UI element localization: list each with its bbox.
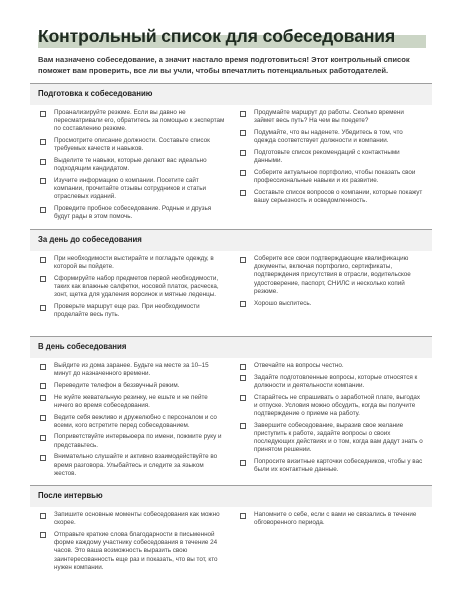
checklist-item[interactable]	[238, 362, 424, 370]
checklist-item[interactable]	[38, 205, 226, 221]
checkbox-icon[interactable]	[240, 150, 246, 156]
checkbox-icon[interactable]	[40, 257, 46, 263]
checklist-item-text: Завершите собеседование, выразив свое желание приступить к работе, задайте вопросы о своих последующих действиях и о том, когда вам дадут знать о принятом решении.	[254, 421, 423, 454]
checklist-item[interactable]	[38, 255, 226, 271]
checklist-item[interactable]	[38, 531, 226, 572]
checkbox-icon[interactable]	[240, 257, 246, 263]
checklist-item[interactable]	[38, 382, 226, 390]
checkbox-icon[interactable]	[40, 276, 46, 282]
checklist-column-right	[238, 109, 424, 209]
checklist-item[interactable]	[38, 394, 226, 410]
checklist-item[interactable]	[238, 300, 424, 308]
checklist-item-text: Поприветствуйте интервьюера по имени, пожмите руку и представьтесь.	[54, 433, 222, 449]
checklist-item[interactable]	[38, 275, 226, 300]
checklist-item-text: Ведите себя вежливо и дружелюбно с персоналом и со всеми, кого встретите перед собеседованием.	[54, 413, 217, 429]
checklist-item-text: При необходимости выстирайте и погладьте одежду, в которой вы пойдете.	[54, 255, 214, 271]
checklist-item[interactable]	[38, 414, 226, 430]
checklist-item-text: Переведите телефон в беззвучный режим.	[54, 381, 180, 389]
checklist-column-left	[38, 255, 226, 323]
checklist-item-text: Внимательно слушайте и активно взаимодействуйте во время разговора. Улыбайтесь и следите за языком жестов.	[54, 453, 218, 477]
checklist-column-right	[238, 362, 424, 478]
checklist-item[interactable]	[238, 374, 424, 390]
checkbox-icon[interactable]	[240, 190, 246, 196]
checklist-item-text: Задайте подготовленные вопросы, которые относятся к должности и деятельности компании.	[254, 373, 418, 389]
checklist-item-text: Соберите все свои подтверждающие квалификацию документы, включая портфолио, сертификаты, подтверждения присутствия в отрасли, водительское удостоверение, паспорт, СНИЛС и несколько копий резюме.	[254, 255, 411, 295]
checklist-item-text: Изучите информацию о компании. Посетите сайт компании, прочитайте отзывы сотрудников и статьи отраслевых изданий.	[54, 176, 207, 201]
checklist-item-text: Выделите те навыки, которые делают вас идеально подходящим кандидатом.	[54, 157, 207, 173]
checklist-column-left	[38, 511, 226, 575]
checkbox-icon[interactable]	[240, 170, 246, 176]
checklist-item[interactable]	[238, 109, 424, 125]
section-heading: После интервью	[38, 491, 103, 500]
checkbox-icon[interactable]	[40, 111, 46, 117]
checklist-item-text: Напомните о себе, если с вами не связались в течение обговоренного периода.	[254, 511, 417, 527]
checklist-item[interactable]	[238, 511, 424, 527]
page-title: Контрольный список для собеседования	[38, 26, 396, 46]
checklist-item[interactable]	[38, 109, 226, 134]
checklist-item-text: Проанализируйте резюме. Если вы давно не пересматривали его, обратитесь за помощью к экспертам по составлению резюме.	[54, 109, 225, 133]
checklist-item-text: Сформируйте набор предметов первой необходимости, таких как влажные салфетки, носовой платок, расческа, зонт, щетка для удаления ворсинок и мятные леденцы.	[54, 274, 219, 299]
checklist-item-text: Запишите основные моменты собеседования как можно скорее.	[54, 511, 220, 527]
checklist-item-text: Старайтесь не спрашивать о заработной плате, выгодах и отпуске. Условия можно обсудить, когда вы получите подтверждение о приеме на работу.	[254, 393, 421, 418]
checklist-item[interactable]	[38, 511, 226, 527]
checklist-item-text: Отправьте краткие слова благодарности в письменной форме каждому участнику собеседования в течение 24 часов. Это ваша возможность выразить свою заинтересованность еще раз и показать, что вы тот, кто нужен компании.	[54, 530, 218, 571]
checklist-item-text: Соберите актуальное портфолио, чтобы показать свои профессиональные навыки и их развитие.	[254, 168, 416, 184]
checkbox-icon[interactable]	[40, 513, 46, 519]
checkbox-icon[interactable]	[40, 383, 46, 389]
section-heading: Подготовка к собеседованию	[38, 89, 153, 98]
checklist-column-right	[238, 511, 424, 531]
checkbox-icon[interactable]	[40, 139, 46, 145]
checkbox-icon[interactable]	[40, 305, 46, 311]
checkbox-icon[interactable]	[240, 395, 246, 401]
checklist-item[interactable]	[238, 394, 424, 419]
title-block	[38, 26, 428, 50]
checkbox-icon[interactable]	[40, 178, 46, 184]
checkbox-icon[interactable]	[40, 159, 46, 165]
checklist-column-right	[238, 255, 424, 311]
checklist-item-text: Хорошо выспитесь.	[254, 299, 312, 307]
checkbox-icon[interactable]	[40, 395, 46, 401]
checklist-item-text: Продумайте маршрут до работы. Сколько времени займет весь путь? На чем вы поедете?	[254, 109, 404, 125]
checkbox-icon[interactable]	[40, 415, 46, 421]
checklist-item[interactable]	[38, 303, 226, 319]
checklist-item[interactable]	[38, 137, 226, 153]
checklist-column-left	[38, 362, 226, 481]
checklist-item-text: Подготовьте список рекомендаций с контактными данными.	[254, 148, 400, 165]
checklist-item[interactable]	[238, 458, 424, 474]
checklist-item-text: Проверьте маршрут еще раз. При необходимости проделайте весь путь.	[54, 303, 200, 319]
checklist-item[interactable]	[38, 177, 226, 202]
checkbox-icon[interactable]	[240, 364, 246, 370]
checkbox-icon[interactable]	[240, 423, 246, 429]
section-heading: За день до собеседования	[38, 235, 142, 244]
checkbox-icon[interactable]	[240, 130, 246, 136]
checklist-item[interactable]	[238, 169, 424, 185]
checklist-item[interactable]	[238, 149, 424, 165]
checkbox-icon[interactable]	[40, 532, 46, 538]
intro-text: Вам назначено собеседование, а значит настало время подготовиться! Этот контрольный список поможет вам проверить, все ли вы учли, чтобы впечатлить потенциальных работодателей.	[38, 55, 410, 75]
checklist-item[interactable]	[38, 433, 226, 449]
checklist-column-left	[38, 109, 226, 225]
checkbox-icon[interactable]	[40, 455, 46, 461]
checkbox-icon[interactable]	[240, 513, 246, 519]
checklist-item-text: Составьте список вопросов о компании, которые покажут вашу серьезность и осведомленность.	[254, 188, 423, 204]
checkbox-icon[interactable]	[240, 460, 246, 466]
checkbox-icon[interactable]	[40, 364, 46, 370]
checklist-item-text: Попросите визитные карточки собеседников, чтобы у вас были их контактные данные.	[254, 458, 423, 474]
checkbox-icon[interactable]	[40, 435, 46, 441]
checklist-item-text: Не жуйте жевательную резинку, не ешьте и не пейте ничего во время собеседования.	[54, 393, 208, 409]
checkbox-icon[interactable]	[240, 111, 246, 117]
checklist-item[interactable]	[238, 255, 424, 296]
checkbox-icon[interactable]	[240, 301, 246, 307]
checkbox-icon[interactable]	[40, 207, 46, 213]
checklist-item-text: Подумайте, что вы наденете. Убедитесь в том, что одежда соответствует должности и компании.	[254, 128, 403, 145]
checklist-item-text: Отвечайте на вопросы честно.	[254, 362, 344, 369]
checklist-item[interactable]	[38, 453, 226, 478]
checklist-item[interactable]	[238, 129, 424, 145]
section-heading: В день собеседования	[38, 342, 127, 351]
checkbox-icon[interactable]	[240, 375, 246, 381]
checklist-item-text: Просмотрите описание должности. Составьте список требуемых качеств и навыков.	[54, 137, 210, 153]
checklist-item[interactable]	[238, 189, 424, 205]
checklist-item-text: Проведите пробное собеседование. Родные и друзья будут рады в этом помочь.	[54, 205, 212, 221]
checklist-item[interactable]	[238, 422, 424, 455]
checklist-item[interactable]	[38, 157, 226, 173]
checklist-item[interactable]	[38, 362, 226, 378]
checklist-item-text: Выйдите из дома заранее. Будьте на месте за 10–15 минут до назначенного времени.	[54, 362, 209, 378]
